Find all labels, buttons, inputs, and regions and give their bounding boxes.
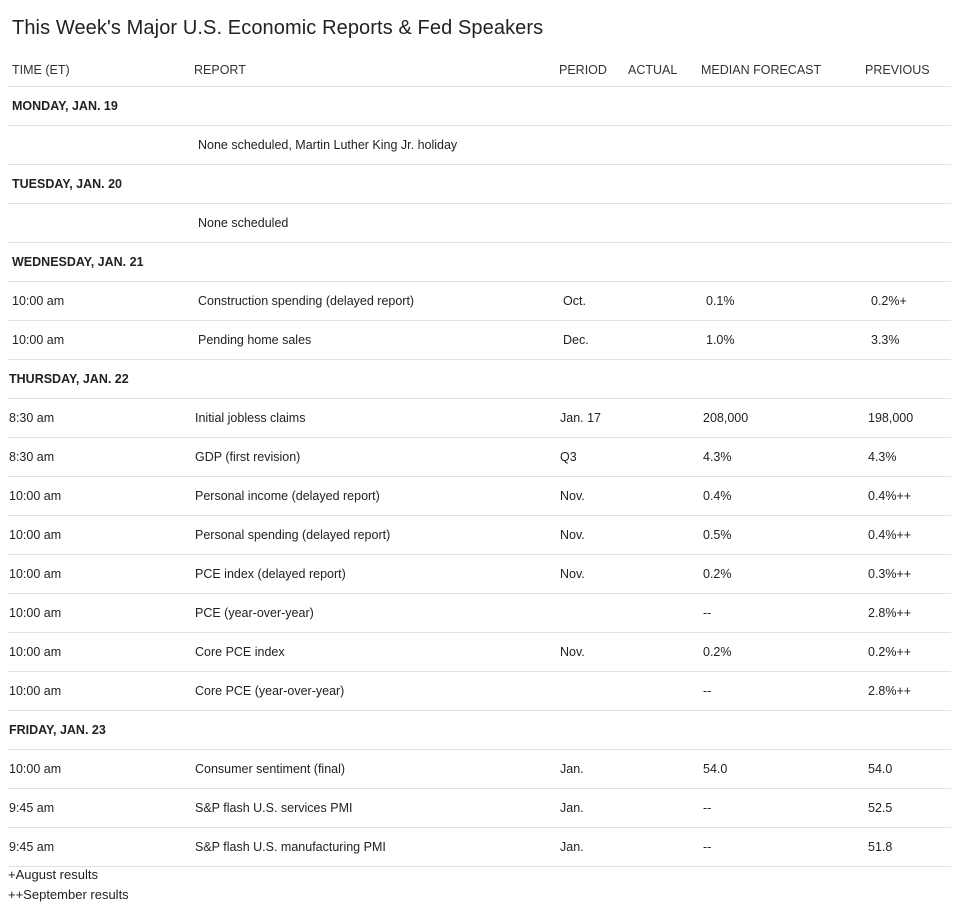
row-median-forecast: 54.0 [703,762,728,776]
table-row [8,555,951,594]
row-previous: 3.3% [871,333,900,347]
row-report: Pending home sales [198,333,312,347]
table-row [8,438,951,477]
row-previous: 0.2%++ [868,645,912,659]
day-label: WEDNESDAY, JAN. 21 [12,255,144,269]
row-report: Initial jobless claims [195,411,306,425]
row-previous: 2.8%++ [868,606,912,620]
table-row [8,126,951,165]
row-previous: 51.8 [868,840,893,854]
row-previous: 0.4%++ [868,528,912,542]
table-row [8,750,951,789]
day-label: TUESDAY, JAN. 20 [12,177,122,191]
day-header-row [8,243,951,282]
row-period: Jan. 17 [560,411,602,425]
row-previous: 52.5 [868,801,893,815]
row-median-forecast: -- [703,801,712,815]
row-period: Jan. [560,801,584,815]
row-report: Personal spending (delayed report) [195,528,391,542]
row-previous: 4.3% [868,450,897,464]
day-label: MONDAY, JAN. 19 [12,99,118,113]
row-median-forecast: 0.2% [703,645,732,659]
row-median-forecast: 0.1% [706,294,735,308]
row-previous: 0.2%+ [871,294,907,308]
row-previous: 198,000 [868,411,914,425]
row-median-forecast: -- [703,606,712,620]
table-row [8,633,951,672]
row-previous: 0.3%++ [868,567,912,581]
row-report: PCE (year-over-year) [195,606,314,620]
row-median-forecast: 0.2% [703,567,732,581]
row-report: Personal income (delayed report) [195,489,380,503]
row-time: 9:45 am [9,840,55,854]
table-row [8,204,951,243]
table-row [8,399,951,438]
row-time: 10:00 am [9,606,62,620]
row-time: 10:00 am [9,489,62,503]
table-row [8,321,951,360]
page-title: This Week's Major U.S. Economic Reports & Fed Speakers [12,17,544,39]
footnote-august: +August results [8,867,98,882]
row-report: None scheduled, Martin Luther King Jr. holiday [198,138,458,152]
footnotes [8,865,129,905]
row-period: Dec. [563,333,589,347]
row-median-forecast: 0.4% [703,489,732,503]
header-actual: ACTUAL [628,63,678,77]
header-period: PERIOD [559,63,607,77]
header-report: REPORT [194,63,246,77]
day-header-row [8,87,951,126]
row-time: 10:00 am [9,762,62,776]
table-row [8,828,951,867]
table-row [8,282,951,321]
row-median-forecast: -- [703,684,712,698]
row-report: Consumer sentiment (final) [195,762,346,776]
row-time: 10:00 am [9,645,62,659]
row-previous: 2.8%++ [868,684,912,698]
row-period: Nov. [560,528,585,542]
day-label: FRIDAY, JAN. 23 [9,723,106,737]
footnote-september: ++September results [8,887,129,902]
header-previous: PREVIOUS [865,63,930,77]
table-row [8,477,951,516]
row-median-forecast: -- [703,840,712,854]
row-period: Nov. [560,489,585,503]
row-time: 10:00 am [9,528,62,542]
table-row [8,594,951,633]
row-time: 10:00 am [9,567,62,581]
header-median-forecast: MEDIAN FORECAST [701,63,822,77]
row-previous: 54.0 [868,762,893,776]
row-median-forecast: 4.3% [703,450,732,464]
day-header-row [8,165,951,204]
table-row [8,672,951,711]
row-median-forecast: 0.5% [703,528,732,542]
row-median-forecast: 208,000 [703,411,749,425]
table-body [8,87,951,867]
row-median-forecast: 1.0% [706,333,735,347]
header-time: TIME (ET) [12,63,70,77]
table-row [8,516,951,555]
row-report: S&P flash U.S. manufacturing PMI [195,840,386,854]
day-header-row [8,711,951,750]
row-period: Jan. [560,762,584,776]
row-time: 10:00 am [9,684,62,698]
row-time: 9:45 am [9,801,55,815]
day-header-row [8,360,951,399]
economic-calendar-table [8,53,951,867]
row-report: None scheduled [198,216,289,230]
row-period: Nov. [560,645,585,659]
row-time: 8:30 am [9,450,55,464]
row-report: Construction spending (delayed report) [198,294,415,308]
row-report: PCE index (delayed report) [195,567,346,581]
row-report: S&P flash U.S. services PMI [195,801,353,815]
table-row [8,789,951,828]
row-time: 8:30 am [9,411,55,425]
row-period: Q3 [560,450,577,464]
row-period: Nov. [560,567,585,581]
day-label: THURSDAY, JAN. 22 [9,372,129,386]
row-report: Core PCE index [195,645,285,659]
row-previous: 0.4%++ [868,489,912,503]
row-time: 10:00 am [12,294,65,308]
row-time: 10:00 am [12,333,65,347]
row-report: Core PCE (year-over-year) [195,684,345,698]
row-period: Oct. [563,294,586,308]
table-header [8,53,951,87]
row-period: Jan. [560,840,584,854]
row-report: GDP (first revision) [195,450,301,464]
